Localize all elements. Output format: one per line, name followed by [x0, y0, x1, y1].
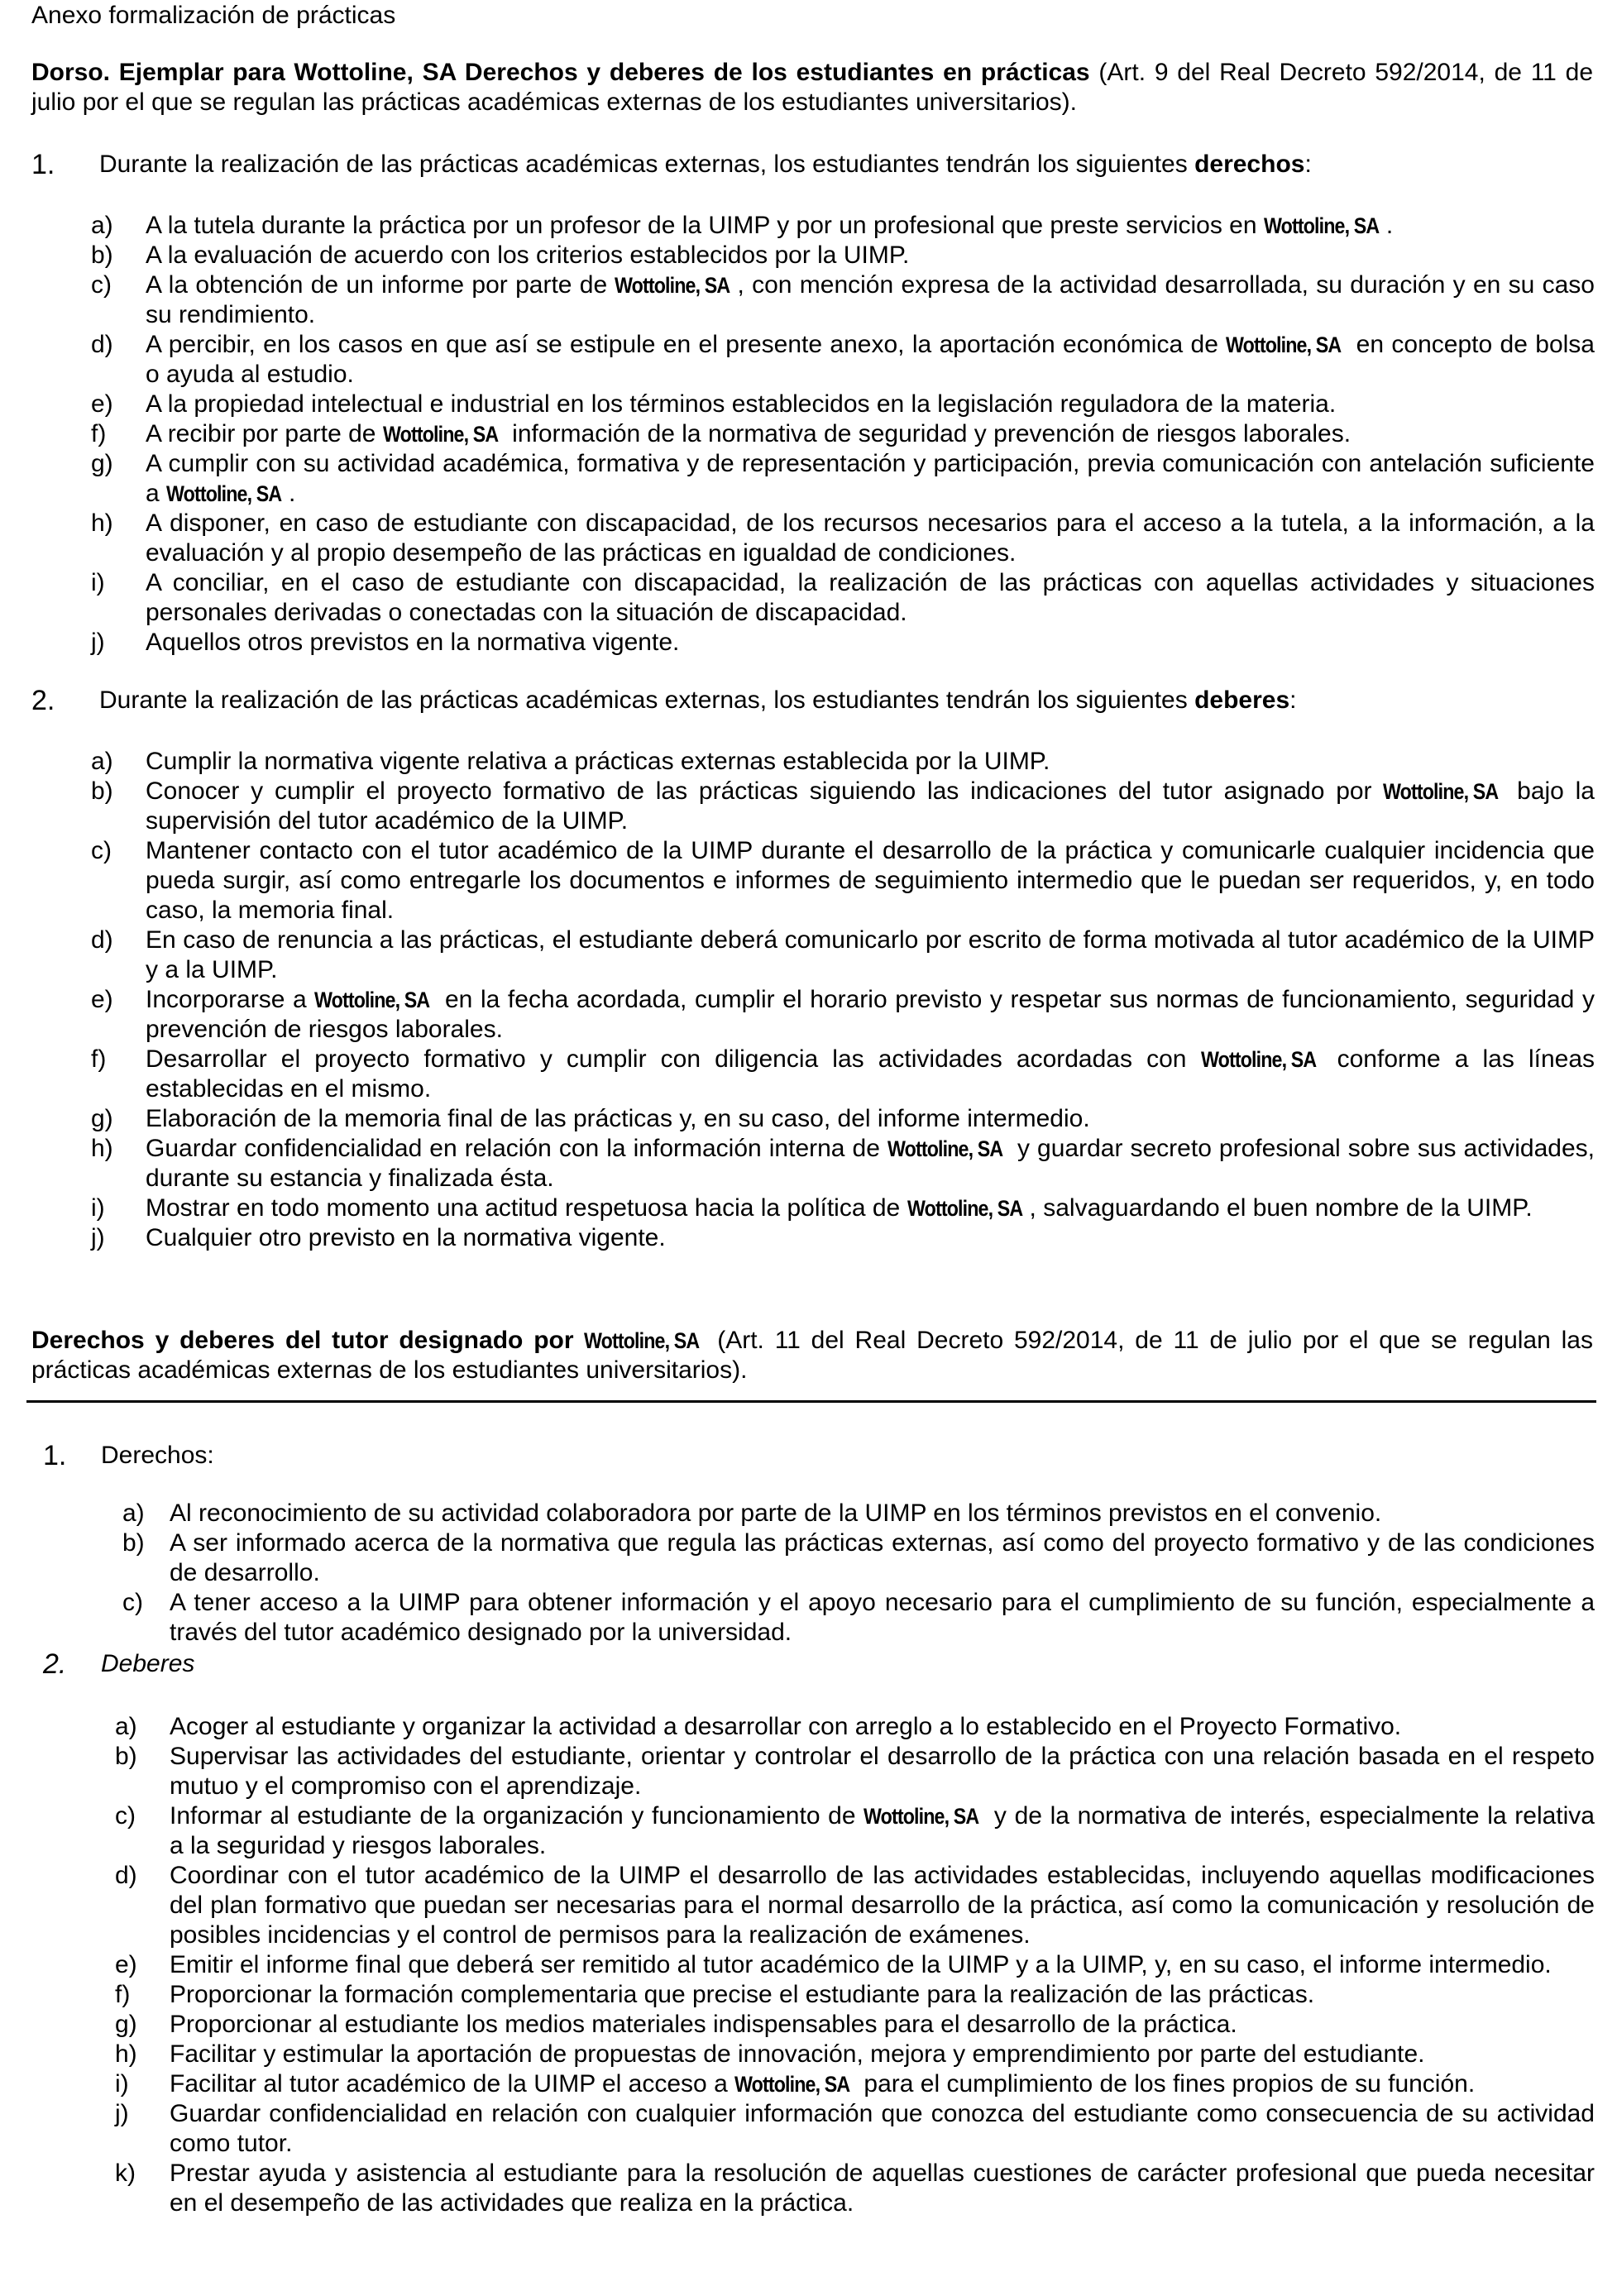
- list-item: [91, 449, 1595, 509]
- intro-lead: Dorso. Ejemplar para Wottoline, SA Derechos y deberes de los estudiantes en prácticas: [31, 59, 1090, 86]
- list-item: [115, 2040, 1595, 2069]
- heading-number: 2.: [43, 1648, 67, 1680]
- list-item: [91, 1223, 1595, 1253]
- list-item-letter: d): [115, 1862, 137, 1889]
- list-item-letter: d): [91, 926, 113, 954]
- list-item-letter: j): [115, 2100, 129, 2127]
- list-item-text: Elaboración de la memoria final de las prácticas y, en su caso, del informe intermedio.: [146, 1105, 1090, 1132]
- list-item-text: Aquellos otros previstos en la normativa vigente.: [146, 629, 680, 656]
- list-item: [91, 1193, 1595, 1223]
- list-item-letter: c): [91, 271, 112, 299]
- student-rights-heading: [31, 150, 1595, 183]
- tutor-rights-list: [122, 1499, 1595, 1648]
- list-item-text: En caso de renuncia a las prácticas, el estudiante deberá comunicarlo por escrito de forma motivada al tutor académico de la UIMP y a la UIMP.: [146, 926, 1595, 983]
- heading-text: Durante la realización de las prácticas académicas externas, los estudiantes tendrán los siguientes deberes:: [99, 686, 1297, 714]
- list-item: [115, 2010, 1595, 2040]
- list-item-letter: j): [91, 629, 105, 656]
- heading-number: 1.: [43, 1440, 67, 1471]
- list-item-text: Guardar confidencialidad en relación con la información interna de Wottoline, SA y guardar secreto profesional sobre sus actividades, durante su estancia y finalizada ésta.: [146, 1135, 1595, 1192]
- company-name: Wottoline, SA: [615, 273, 730, 298]
- document-header: Anexo formalización de prácticas: [31, 2, 396, 29]
- company-name: Wottoline, SA: [166, 481, 282, 506]
- list-item-text: Mostrar en todo momento una actitud respetuosa hacia la política de Wottoline, SA , salvaguardando el buen nombre de la UIMP.: [146, 1194, 1533, 1222]
- list-item-letter: e): [91, 986, 113, 1013]
- student-duties-list: [91, 747, 1595, 1253]
- list-item: [115, 1801, 1595, 1861]
- company-name: Wottoline, SA: [382, 422, 499, 447]
- list-item-text: A cumplir con su actividad académica, formativa y de representación y participación, previa comunicación con antelación suficiente a Wottoline, SA .: [146, 450, 1595, 507]
- company-name: Wottoline, SA: [1263, 213, 1380, 238]
- company-name: Wottoline, SA: [734, 2072, 850, 2097]
- list-item: [91, 390, 1595, 419]
- list-item-letter: b): [115, 1743, 137, 1770]
- heading-text: Durante la realización de las prácticas académicas externas, los estudiantes tendrán los siguientes derechos:: [99, 151, 1312, 178]
- tutor-company: Wottoline, SA: [584, 1328, 700, 1353]
- list-item: [115, 1712, 1595, 1742]
- list-item: [115, 1950, 1595, 1980]
- list-item-text: Supervisar las actividades del estudiante, orientar y controlar el desarrollo de la práctica con una relación basada en el respeto mutuo y el compromiso con el aprendizaje.: [170, 1743, 1595, 1800]
- list-item-letter: b): [91, 242, 113, 269]
- list-item-letter: f): [115, 1981, 131, 2008]
- list-item-text: Emitir el informe final que deberá ser remitido al tutor académico de la UIMP y a la UIMP, y, en su caso, el informe intermedio.: [170, 1951, 1552, 1978]
- list-item: [91, 568, 1595, 628]
- list-item-letter: a): [91, 212, 113, 239]
- list-item: [122, 1528, 1595, 1588]
- intro-rest: (Art. 9 del Real Decreto 592/2014, de 11 de julio por el que se regulan las prácticas académicas externas de los estudiantes universitarios).: [31, 59, 1594, 116]
- list-item: [91, 211, 1595, 241]
- list-item: [91, 747, 1595, 777]
- intro-paragraph: [31, 58, 1593, 117]
- list-item-text: A percibir, en los casos en que así se estipule en el presente anexo, la aportación económica de Wottoline, SA en concepto de bolsa o ayuda al estudio.: [146, 331, 1595, 388]
- list-item-letter: e): [91, 390, 113, 418]
- tutor-paragraph: [31, 1326, 1593, 1385]
- list-item: [91, 419, 1595, 449]
- list-item-text: A la obtención de un informe por parte de Wottoline, SA , con mención expresa de la actividad desarrollada, su duración y en su caso su rendimiento.: [146, 271, 1595, 328]
- list-item-text: A ser informado acerca de la normativa que regula las prácticas externas, así como del proyecto formativo y de las condiciones de desarrollo.: [170, 1529, 1595, 1586]
- list-item-text: A tener acceso a la UIMP para obtener información y el apoyo necesario para el cumplimiento de su función, especialmente a través del tutor académico designado por la universidad.: [170, 1589, 1595, 1646]
- list-item-letter: d): [91, 331, 113, 358]
- horizontal-rule: [26, 1400, 1596, 1403]
- company-name: Wottoline, SA: [864, 1804, 979, 1829]
- list-item-letter: i): [91, 569, 105, 596]
- company-name: Wottoline, SA: [314, 988, 430, 1012]
- tutor-duties-heading: [43, 1649, 1590, 1682]
- list-item-text: Cualquier otro previsto en la normativa vigente.: [146, 1224, 666, 1251]
- list-item: [115, 2159, 1595, 2218]
- list-item-letter: b): [91, 777, 113, 805]
- company-name: Wottoline, SA: [1226, 332, 1342, 357]
- list-item-text: Guardar confidencialidad en relación con cualquier información que conozca del estudiante como consecuencia de su actividad como tutor.: [170, 2100, 1595, 2157]
- list-item-text: Informar al estudiante de la organización y funcionamiento de Wottoline, SA y de la normativa de interés, especialmente la relativa a la seguridad y riesgos laborales.: [170, 1802, 1595, 1859]
- list-item: [91, 836, 1595, 926]
- list-item-letter: c): [115, 1802, 136, 1830]
- list-item-letter: g): [115, 2011, 137, 2038]
- list-item-text: Proporcionar la formación complementaria que precise el estudiante para la realización de las prácticas.: [170, 1981, 1315, 2008]
- list-item-letter: g): [91, 450, 113, 477]
- list-item-text: Cumplir la normativa vigente relativa a prácticas externas establecida por la UIMP.: [146, 748, 1050, 775]
- company-name: Wottoline, SA: [887, 1136, 1003, 1161]
- list-item-text: A la tutela durante la práctica por un profesor de la UIMP y por un profesional que preste servicios en Wottoline, SA .: [146, 212, 1394, 239]
- student-rights-list: [91, 211, 1595, 658]
- company-name: Wottoline, SA: [1200, 1047, 1316, 1072]
- list-item-letter: e): [115, 1951, 137, 1978]
- list-item-text: A recibir por parte de Wottoline, SA información de la normativa de seguridad y prevención de riesgos laborales.: [146, 420, 1351, 447]
- list-item-text: Incorporarse a Wottoline, SA en la fecha acordada, cumplir el horario previsto y respetar sus normas de funcionamiento, seguridad y prevención de riesgos laborales.: [146, 986, 1595, 1043]
- list-item: [91, 241, 1595, 270]
- list-item-text: Facilitar al tutor académico de la UIMP el acceso a Wottoline, SA para el cumplimiento de los fines propios de su función.: [170, 2070, 1476, 2097]
- heading-text: Deberes: [101, 1650, 195, 1677]
- list-item-text: Conocer y cumplir el proyecto formativo de las prácticas siguiendo las indicaciones del tutor asignado por Wottoline, SA bajo la supervisión del tutor académico de la UIMP.: [146, 777, 1595, 835]
- company-name: Wottoline, SA: [1383, 779, 1499, 804]
- list-item-text: Al reconocimiento de su actividad colaboradora por parte de la UIMP en los términos previstos en el convenio.: [170, 1500, 1382, 1527]
- company-name: Wottoline, SA: [907, 1196, 1022, 1221]
- list-item: [115, 2099, 1595, 2159]
- tutor-lead: Derechos y deberes del tutor designado por: [31, 1327, 574, 1354]
- list-item: [91, 628, 1595, 658]
- list-item-text: Facilitar y estimular la aportación de propuestas de innovación, mejora y emprendimiento por parte del estudiante.: [170, 2040, 1425, 2068]
- list-item: [91, 330, 1595, 390]
- list-item-text: A conciliar, en el caso de estudiante con discapacidad, la realización de las prácticas con aquellas actividades y situaciones personales derivadas o conectadas con la situación de discapacidad.: [146, 569, 1595, 626]
- list-item: [91, 1104, 1595, 1134]
- list-item-text: Coordinar con el tutor académico de la UIMP el desarrollo de las actividades establecidas, incluyendo aquellas modificaciones del plan formativo que puedan ser necesarias para el normal desarrollo de la práctica, así como la comunicación y resolución de posibles incidencias y el control de permisos para la realización de exámenes.: [170, 1862, 1595, 1949]
- list-item-letter: i): [115, 2070, 129, 2097]
- list-item-letter: f): [91, 420, 107, 447]
- list-item-letter: k): [115, 2160, 136, 2187]
- student-duties-heading: [31, 686, 1595, 719]
- list-item-text: Mantener contacto con el tutor académico de la UIMP durante el desarrollo de la práctica y comunicarle cualquier incidencia que pueda surgir, así como entregarle los documentos e informes de seguimiento intermedio que le puedan ser requeridos, y, en todo caso, la memoria final.: [146, 837, 1595, 924]
- list-item: [91, 926, 1595, 985]
- tutor-duties-list: [115, 1712, 1595, 2218]
- list-item-letter: g): [91, 1105, 113, 1132]
- heading-text: Derechos:: [101, 1442, 214, 1469]
- list-item-letter: f): [91, 1045, 107, 1073]
- list-item: [122, 1588, 1595, 1648]
- list-item-letter: h): [91, 509, 113, 537]
- list-item: [115, 1980, 1595, 2010]
- list-item-text: Prestar ayuda y asistencia al estudiante para la resolución de aquellas cuestiones de carácter profesional que pueda necesitar en el desempeño de las actividades que realiza en la práctica.: [170, 2160, 1595, 2217]
- list-item-letter: j): [91, 1224, 105, 1251]
- list-item-text: Acoger al estudiante y organizar la actividad a desarrollar con arreglo a lo establecido en el Proyecto Formativo.: [170, 1713, 1402, 1740]
- list-item: [91, 777, 1595, 836]
- list-item: [91, 1045, 1595, 1104]
- list-item: [115, 1742, 1595, 1801]
- list-item-letter: a): [122, 1500, 145, 1527]
- list-item-text: A la evaluación de acuerdo con los criterios establecidos por la UIMP.: [146, 242, 910, 269]
- list-item-text: A la propiedad intelectual e industrial en los términos establecidos en la legislación reguladora de la materia.: [146, 390, 1337, 418]
- list-item-letter: a): [115, 1713, 137, 1740]
- list-item-letter: h): [91, 1135, 113, 1162]
- list-item-letter: b): [122, 1529, 145, 1557]
- heading-number: 1.: [31, 149, 55, 180]
- list-item: [122, 1499, 1595, 1528]
- tutor-rest: (Art. 11 del Real Decreto 592/2014, de 11 de julio por el que se regulan las prácticas académicas externas de los estudiantes universitarios).: [31, 1327, 1593, 1384]
- list-item-letter: h): [115, 2040, 137, 2068]
- list-item: [115, 2069, 1595, 2099]
- list-item-text: A disponer, en caso de estudiante con discapacidad, de los recursos necesarios para el acceso a la tutela, a la información, a la evaluación y al propio desempeño de las prácticas en igualdad de condiciones.: [146, 509, 1595, 567]
- list-item: [91, 270, 1595, 330]
- list-item-text: Desarrollar el proyecto formativo y cumplir con diligencia las actividades acordadas con Wottoline, SA conforme a las líneas establecidas en el mismo.: [146, 1045, 1595, 1103]
- list-item-text: Proporcionar al estudiante los medios materiales indispensables para el desarrollo de la práctica.: [170, 2011, 1237, 2038]
- list-item: [115, 1861, 1595, 1950]
- tutor-rights-heading: [43, 1441, 1590, 1474]
- list-item-letter: i): [91, 1194, 105, 1222]
- list-item-letter: c): [91, 837, 112, 864]
- list-item: [91, 509, 1595, 568]
- list-item-letter: c): [122, 1589, 143, 1616]
- list-item-letter: a): [91, 748, 113, 775]
- list-item: [91, 1134, 1595, 1193]
- list-item: [91, 985, 1595, 1045]
- heading-number: 2.: [31, 685, 55, 716]
